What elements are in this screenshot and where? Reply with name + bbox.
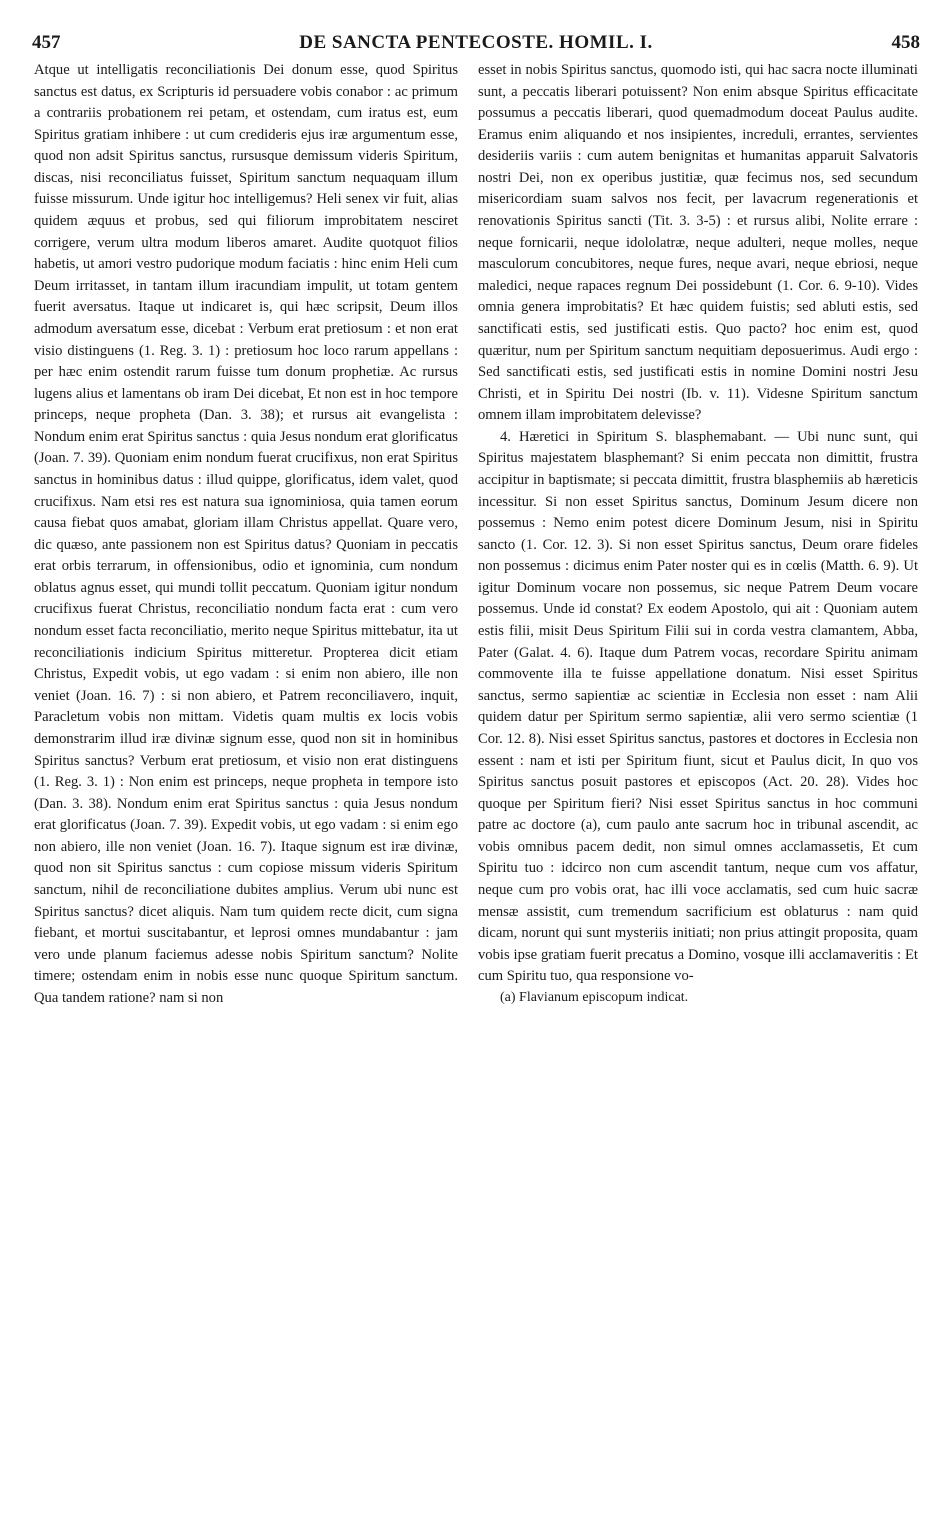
- page-header: [32, 32, 920, 62]
- footnote: (a) Flavianum episcopum indicat.: [500, 989, 689, 1005]
- left-column: [34, 60, 458, 1500]
- running-title: DE SANCTA PENTECOSTE. HOMIL. I.: [299, 32, 653, 53]
- right-column-paragraph-2: 4. Hæretici in Spiritum S. blasphemabant. — Ubi nunc sunt, qui Spiritus majestatem blasphemant? Si enim peccata non dimittit, frustra accipitur in baptismate; si peccata dimittit, frustra blasphemiis ab hæreticis incessitur. Si non esset Spiritus sanctus, Dominum Jesum dicere non possemus : Nemo enim potest dicere Dominum Jesum, nisi in Spiritu sancto (1. Cor. 12. 3). Si non esset Spiritus sanctus, Deum orare fideles non possemus : dicimus enim Pater noster qui es in cœlis (Matth. 6. 9). Ut igitur Dominum vocare non possemus, sic neque Patrem Deum vocare possemus. Unde id constat? Ex eodem Apostolo, qui ait : Quoniam autem estis filii, misit Deus Spiritum Filii sui in corda vestra clamantem, Abba, Pater (Galat. 4. 6). Itaque dum Patrem vocas, recordare Spiritu animam commovente illa te fuisse appellatione donatum. Nisi esset Spiritus sanctus, sermo sapientiæ ac scientiæ in Ecclesia non esset : nam Alii quidem datur per Spiritum sermo sapientiæ, alii vero sermo scientiæ (1 Cor. 12. 8). Nisi esset Spiritus sanctus, pastores et doctores in Ecclesia non essent : nam et isti per Spiritum fiunt, sicut et Paulus dicit, In quo vos Spiritus sanctus posuit pastores et episcopos (Act. 20. 28). Vides hoc quoque per Spiritum fieri? Nisi esset Spiritus sanctus in hoc communi patre ac doctore (a), cum paulo ante sacrum hoc in tribunal ascendit, ac vobis omnibus pacem dedit, non simul omnes acclamassetis, Et cum Spiritu tuo : idcirco non cum ascendit tantum, neque cum vos affatur, neque cum pro vobis orat, hac illi voce acclamatis, sed cum huic sacræ mensæ assistit, cum tremendum sacrificium est oblaturus : nam quid dicam, norunt qui sunt mysteriis initiati; non prius attingit proposita, quam vobis ipse gratiam fuerit precatus a Domino, vosque illi acclamaveritis : Et cum Spiritu tuo, qua responsione vo-: [478, 428, 918, 985]
- left-column-text: Atque ut intelligatis reconciliationis Dei donum esse, quod Spiritus sanctus est datus, ex Scripturis id persuadere vobis conabor : ac primum a contrariis probationem rei petam, et ostendam, cum iratus est, eum Spiritus gratiam inhibere : ut cum credideris ejus iræ argumentum esse, quod non adsit Spiritus sanctus, rursusque demissum videris Spiritum, discas, nisi reconciliatus fuisset, Spiritum sanctum nequaquam illum fuisse missurum. Unde igitur hoc intelligemus? Heli senex vir fuit, alias quidem æquus et probus, sed qui filiorum improbitatem nesciret corrigere, verum ultra modum liberos amaret. Audite quotquot filios habetis, ut amori vestro pudorique modum faciatis : hinc enim Heli cum Deum irritasset, in tantam illum iracundiam impulit, ut totam gentem fuerit aversatus. Itaque ut indicaret is, qui hæc scripsit, Deum illos admodum aversatum esse, dicebat : Verbum erat pretiosum : et non erat visio distinguens (1. Reg. 3. 1) : pretiosum hoc loco rarum appellans : per hæc enim ostendit rarum fuisse tum donum prophetiæ. Ac rursus lugens alius et lamentans ob iram Dei dicebat, Et non est in hoc tempore princeps, neque propheta (Dan. 3. 38); et rursus ait evangelista : Nondum enim erat Spiritus sanctus : quia Jesus nondum erat glorificatus (Joan. 7. 39). Quoniam enim nondum fuerat crucifixus, non erat Spiritus sanctus in hominibus datus : illud quippe, glorificatus, idem valet, quod crucifixus. Nam etsi res est natura sua ignominiosa, quia tamen eorum causa fiebat quos amabat, gloriam illam Christus appellat. Quare vero, dic quæso, ante passionem non est Spiritus datus? Quoniam in peccatis erat orbis terrarum, in offensionibus, odio et ignominia, cum nondum oblatus agnus esset, qui mundi tollit peccatum. Quoniam igitur nondum crucifixus fuerat Christus, reconciliatio nondum facta erat : cum vero nondum esset facta reconciliatio, merito neque Spiritus mittebatur, ita ut reconciliationis indicium Spiritus mitteretur. Propterea dicit etiam Christus, Expedit vobis, ut ego vadam : si enim non abiero, ille non veniet (Joan. 16. 7) : si non abiero, et Patrem reconciliavero, inquit, Paracletum vobis non mittam. Videtis quam multis ex locis vobis demonstrarim illud iræ divinæ signum esse, quod non sit in hominibus Spiritus sanctus? Verbum erat pretiosum, et visio non erat distinguens (1. Reg. 3. 1) : Non enim est princeps, neque propheta in tempore isto (Dan. 3. 38). Nondum enim erat Spiritus sanctus : quia Jesus nondum erat glorificatus (Joan. 7. 39). Expedit vobis, ut ego vadam : si enim ego non abiero, ille non veniet (Joan. 16. 7). Itaque signum est iræ divinæ, quod non sit Spiritus sanctus : cum copiose missum videris Spiritum sanctum, nihil de reconciliatione dubites amplius. Verum ubi nunc est Spiritus sanctus? dicet aliquis. Nam tum quidem recte dicit, cum signa fiebant, et mortui suscitabantur, et leprosi omnes mundabantur : jam vero unde planum faciemus adesse nobis Spiritum sanctum? Nolite timere; ostendam enim in nobis esse nunc quoque Spiritum sanctum. Qua tandem ratione? nam si non: [34, 62, 458, 1006]
- right-column-paragraph-1: esset in nobis Spiritus sanctus, quomodo isti, qui hac sacra nocte illuminati sunt, a peccatis liberari potuissent? Non enim absque Spiritus efficacitate possumus a peccatis liberari, quod quemadmodum doceat Paulus audite. Eramus enim aliquando et nos insipientes, increduli, errantes, servientes desideriis variis : cum autem benignitas et humanitas apparuit Salvatoris nostri Dei, non ex operibus justitiæ, quæ fecimus nos, sed secundum misericordiam suam salvos nos fecit, per lavacrum regenerationis et renovationis Spiritus sancti (Tit. 3. 3-5) : et rursus alibi, Nolite errare : neque fornicarii, neque idololatræ, neque adulteri, neque molles, neque masculorum concubitores, neque fures, neque avari, neque ebriosi, neque maledici, neque rapaces regnum Dei possidebunt (1. Cor. 6. 9-10). Vides omnia genera improbitatis? Et hæc quidem fuistis; sed abluti estis, sed sanctificati estis, sed justificati estis. Quo pacto? hoc enim est, quod quæritur, num per Spiritum sanctum nequitiam deposuerimus. Audi ergo : Sed sanctificati estis, sed justificati estis in nomine Domini nostri Jesu Christi, et in Spiritu Dei nostri (Ib. v. 11). Videsne Spiritum sanctum omnem illam improbitatem delevisse?: [478, 62, 918, 424]
- page-number-right: 458: [891, 32, 920, 53]
- right-column: [478, 60, 918, 1500]
- page-number-left: 457: [32, 32, 61, 53]
